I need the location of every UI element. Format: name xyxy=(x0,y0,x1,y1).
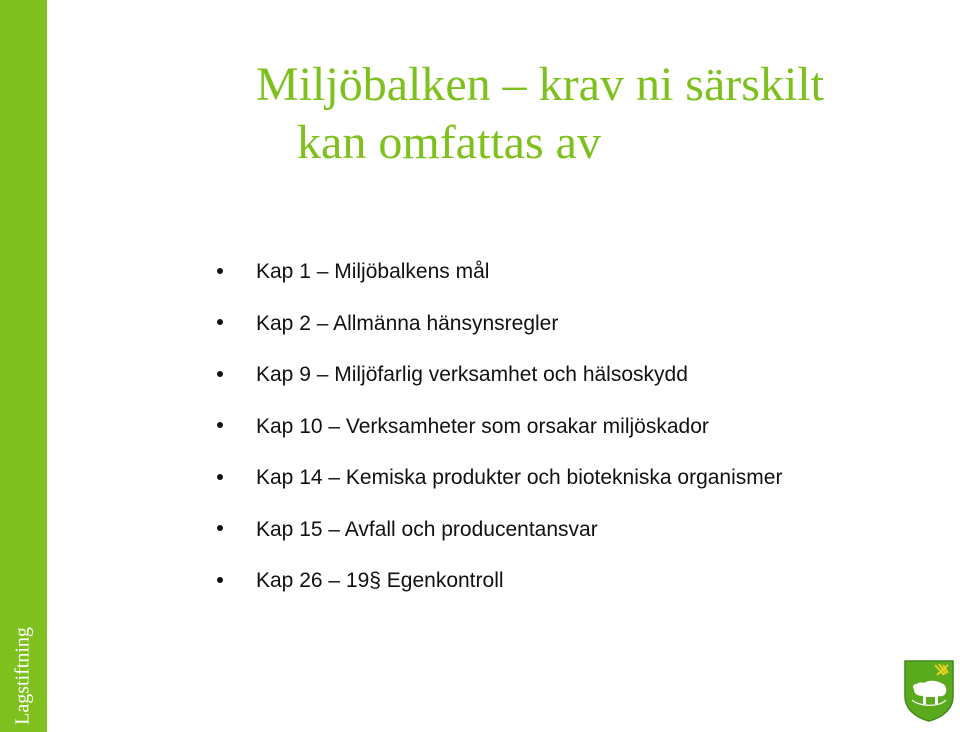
bullet-icon xyxy=(212,361,256,389)
list-item-text: Kap 2 – Allmänna hänsynsregler xyxy=(256,311,559,335)
title-line-1: Miljöbalken – krav ni särskilt xyxy=(256,58,824,111)
list-item xyxy=(212,567,782,619)
bullet-icon xyxy=(212,310,256,338)
bullet-icon xyxy=(212,413,256,441)
list-item xyxy=(212,258,782,310)
list-item xyxy=(212,464,782,516)
bullet-list xyxy=(212,258,782,619)
list-item xyxy=(212,361,782,413)
title-line-2: kan omfattas av xyxy=(297,116,601,169)
list-item-text: Kap 14 – Kemiska produkter och biotekniska organismer xyxy=(256,466,783,489)
list-item-text: Kap 9 – Miljöfarlig verksamhet och hälsoskydd xyxy=(256,363,688,386)
list-item xyxy=(212,413,782,465)
bullet-icon xyxy=(212,464,256,492)
sidebar-label: Lagstiftning xyxy=(11,627,34,725)
list-item xyxy=(212,516,782,568)
list-item xyxy=(212,310,782,362)
municipal-coat-of-arms-icon xyxy=(904,660,954,722)
list-item-text: Kap 26 – 19§ Egenkontroll xyxy=(256,569,504,592)
page-title xyxy=(190,56,890,172)
bullet-icon xyxy=(212,258,256,286)
list-item-text: Kap 10 – Verksamheter som orsakar miljöskador xyxy=(256,414,709,438)
bullet-icon xyxy=(212,567,256,595)
list-item-text: Kap 1 – Miljöbalkens mål xyxy=(256,260,490,283)
sidebar-bar xyxy=(0,0,47,732)
list-item-text: Kap 15 – Avfall och producentansvar xyxy=(256,517,598,541)
bullet-icon xyxy=(212,516,256,544)
